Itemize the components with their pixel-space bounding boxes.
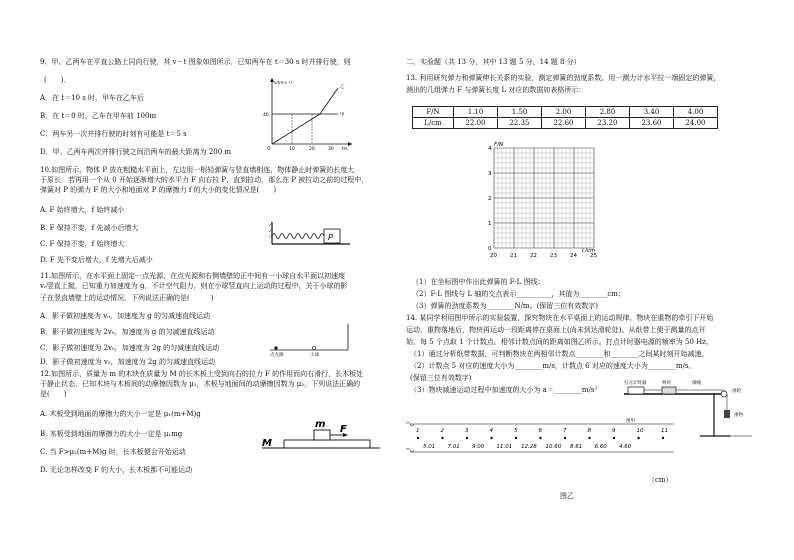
q14-sub1: （1）通过分析纸带数据，可判断物块在两相邻计数点________和________之间某时刻开始减速。 [410,350,709,358]
q14-fig-label: 图甲 [626,419,635,424]
tape-dot [515,437,517,439]
q10-option-a: A. F 始终增大，f 始终减小 [40,206,125,214]
tape-distance: 5.01 [423,444,436,450]
q14-line3: 始，每 5 个点取 1 个计数点，相邻计数点间的距离如图乙所示。打点计时器电源的频率为 50 Hz。 [406,338,713,346]
q11-fig-ball: 小球 [310,353,319,358]
grid-y-tick: 2 [488,196,492,202]
grid-x-tick: 24 [570,253,577,259]
table-cell: 24.00 [674,118,718,129]
grid-y-tick: 4 [488,146,492,152]
tape-dot [637,437,639,439]
q14-sub3: （3）物块减速运动过程中加速度的大小为 a＝________m/s² [410,386,598,394]
q9-bracket: ( )． [44,76,71,84]
tape-dot [490,437,492,439]
q12-line2: 于静止状态，已知木块与木板间的动摩擦因数为 μ₁，木板与地面间的动摩擦因数为 μ₂，下列说法正确的 [40,380,361,388]
table-cell: 23.20 [586,118,630,129]
q9-graph-mark-b: 甲 [340,113,345,118]
q11-light-figure [266,322,354,358]
table-cell: 3.40 [630,107,674,118]
q14-caption: 图乙 [560,492,574,500]
grid-x-tick: 22 [530,253,537,259]
tape-number: 3 [465,428,469,434]
q9-vt-graph [258,74,356,150]
q11-line1: 11.如图所示，在水平面上固定一点光源，在点光源和右侧墙壁的正中间有一小球自水平面以初速度 [40,272,346,280]
q12-label-m: m [315,419,326,430]
table-row [413,118,718,129]
tape-dot [417,437,419,439]
table-cell: 2.00 [542,107,586,118]
q13-grid-y-label: F/N [494,142,504,148]
tape-number: 6 [538,428,542,434]
tape-number: 9 [612,428,616,434]
q13-line2: 测出的几组弹力 F 与弹簧长度 L 对应的数据如表格所示： [406,86,586,94]
q12-line1: 12.如图所示，质量为 m 的木块在质量为 M 的长木板上受到向右的拉力 F 的作用而向右滑行，长木板处 [40,370,364,378]
q14-line1: 14. 某同学利用图甲所示的实验装置，探究物块在水平桌面上的运动规律。物块在重物的牵引下开始 [406,314,714,322]
grid-y-tick: 3 [488,171,492,177]
q11-option-d: D．影子做初速度为 v₀，加速度为 2g 的匀减速直线运动 [40,358,215,366]
q14-fig-timer: 打点计时器 [624,381,647,386]
tape-distance: 9.00 [472,444,485,450]
q13-sub3: （3）弹簧的劲度系数为________N/m。(保留三位有效数字) [412,302,599,310]
tape-dot [588,437,590,439]
tape-distance: 8.61 [570,444,583,450]
table-cell: L/cm [413,118,454,129]
q11-fig-source: 点光源 [270,353,284,358]
q14-tape-figure [404,418,680,458]
q14-sub2b: (保留三位有效数字) [410,374,472,382]
tape-number: 7 [563,428,567,434]
q12-option-b: B. 木板受到地面的摩擦力的大小一定是 μ₁mg [40,430,183,438]
q10-option-b: B. F 保持不变，f 先减小后增大 [40,224,139,232]
q9-stem: 9、甲、乙两车在平直公路上同向行驶，其 v－t 图象如图所示．已知两车在 t＝30 s 时并排行驶，则 [40,58,351,66]
q10-spring-figure [268,220,352,246]
q9-graph-y40: 40 [263,113,269,118]
q9-graph-origin: O [267,147,271,150]
q14-fig-tape: 细绳 [692,381,701,386]
tape-number: 4 [489,428,493,434]
tape-dot [441,437,443,439]
table-cell: 4.00 [674,107,718,118]
q14-fig-pulley: 滑轮 [732,389,741,394]
table-cell: 22.00 [454,118,498,129]
tape-number: 10 [636,428,644,434]
tape-distance: 4.60 [619,444,632,450]
tape-number: 11 [661,428,668,434]
tape-distance: 7.01 [447,444,460,450]
q13-sub1: （1）在坐标图中作出此弹簧的 F-L 图线； [412,278,545,286]
table-cell: 2.80 [586,107,630,118]
tape-dot [466,437,468,439]
q14-sub2: （2）计数点 5 对应的速度大小为________m/s，计数点 6 对应的速度大小为________m/s。 [410,362,696,370]
grid-x-tick: 20 [490,253,497,259]
q10-option-c: C. F 保持不变，f 始终增大 [40,240,125,248]
q12-option-a: A. 木板受到地面的摩擦力的大小一定是 μ₁(m+M)g [40,410,201,418]
q12-option-c: C. 当 F>μ₂(m+M)g 时，长木板便会开始运动 [40,448,186,456]
q12-line3: 是( ) [40,390,67,398]
tape-dot [539,437,541,439]
grid-y-tick: 1 [488,221,492,227]
q10-line2: 于原长．若再用一个从 0 开始逐渐增大的水平力 F 向右拉 P，直到拉动，那么在 P 被拉动之前的过程中， [40,176,369,184]
q11-line3: 子在竖直墙壁上的运动情况，下列说法正确的是( ) [40,294,214,302]
grid-x-tick: 25 [590,253,597,259]
q9-graph-t30: 30 [328,147,334,150]
q10-option-d: D. F 先不变后增大，f 先增大后减小 [40,256,153,264]
q13-grid-x-label: L/cm [582,248,596,254]
q12-label-F: F [340,424,347,435]
tape-dot [662,437,664,439]
tape-dot [564,437,566,439]
q13-sub2: （2）F-L 图线与 L 轴的交点表示__________，其值为________cm； [412,290,625,298]
q9-graph-mark-a: 乙 [340,85,345,90]
q11-line2: v₀竖直上抛，已知重力加速度为 g，不计空气阻力，则在小球竖直向上运动的过程中，关于小球的影 [40,282,348,290]
q11-option-c: C．影子做初速度为 2v₀，加速度为 2g 的匀减速直线运动 [40,344,220,352]
table-cell: 1.10 [454,107,498,118]
table-cell: 23.60 [630,118,674,129]
q13-grid-graph [484,138,604,268]
q12-board-figure [258,416,384,456]
q9-graph-t10: 10 [289,147,295,150]
grid-y-tick: 0 [488,246,492,252]
table-cell: 1.50 [498,107,542,118]
table-row [413,107,718,118]
table-cell: F/N [413,107,454,118]
q14-line2: 运动，重物落地后，物块再运动一段距离停在桌面上(尚未到达滑轮处)。从纸带上便于测量的点开 [406,326,706,334]
tape-number: 5 [514,428,518,434]
q9-option-c: C．两车另一次并排行驶的时刻有可能是 t＝5 s [40,130,187,138]
q9-option-a: A．在 t＝10 s 时，甲车在乙车后 [40,94,145,102]
q13-line1: 13. 利用研究弹力和弹簧伸长关系的实验，测定弹簧的劲度系数。用一测力计水平拉一端固定的弹簧， [406,74,721,82]
section-heading: 二、实验题（共 13 分，其中 13 题 5 分，14 题 8 分） [406,58,581,66]
q14-fig-weight: 重物 [734,413,743,418]
tape-distance: 11.01 [496,444,513,450]
q12-label-M: M [262,438,272,449]
tape-number: 1 [416,428,420,434]
q11-option-a: A．影子做初速度为 v₀，加速度为 g 的匀减速直线运动 [40,312,210,320]
q9-option-b: B．在 t＝0 时，乙车在甲车前 100m [40,112,157,120]
q10-line3: 弹簧对 P 的弹力 F 的大小和地面对 P 的摩擦力 f 的大小的变化情况是( ) [40,186,277,194]
table-cell: 22.60 [542,118,586,129]
q9-graph-t-label: t/s [342,147,348,150]
tape-number: 2 [440,428,444,434]
q9-option-d: D．甲、乙两车两次并排行驶之间沿两车的最大距离为 200 m [40,148,232,156]
q10-line1: 10.如图所示，物体 P 放在粗糙水平面上，左边用一根轻弹簧与竖直墙相连，物体静止时弹簧的长度大 [40,166,355,174]
q14-fig-block: 物块 [662,381,671,386]
q14-unit: （cm） [648,476,673,484]
tape-number: 8 [587,428,591,434]
table-cell: 22.35 [498,118,542,129]
grid-x-tick: 21 [510,253,517,259]
q10-block-label: P [328,233,333,242]
q13-data-table [412,106,718,129]
tape-dot [613,437,615,439]
tape-distance: 10.60 [545,444,562,450]
q11-option-b: B．影子做初速度为 2v₀，加速度为 g 的匀减速直线运动 [40,328,215,336]
q9-graph-t20: 20 [309,147,315,150]
tape-distance: 12.28 [521,444,537,450]
tape-distance: 6.60 [594,444,607,450]
q12-option-d: D. 无论怎样改变 F 的大小，长木板都不可能运动 [40,466,193,474]
grid-x-tick: 23 [550,253,557,259]
q9-graph-v-label: v/(m·s⁻¹) [274,80,292,85]
